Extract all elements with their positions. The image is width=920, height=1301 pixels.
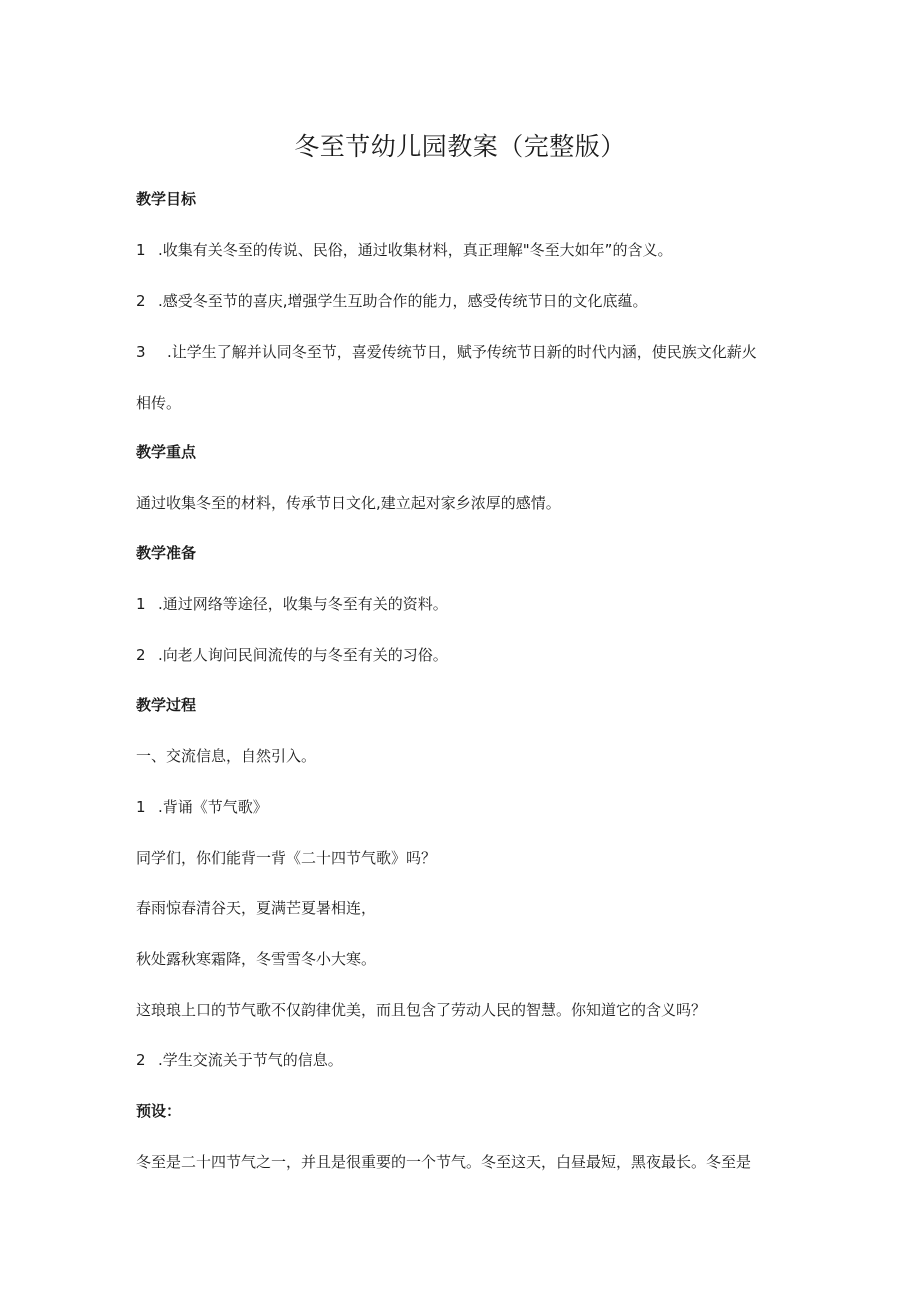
- goal-item-3-number: 3: [136, 343, 146, 361]
- heading-preparation: 教学准备: [136, 544, 197, 562]
- process-step-2-text: .学生交流关于节气的信息。: [158, 1051, 343, 1069]
- heading-teaching-goals: 教学目标: [136, 190, 197, 208]
- heading-teaching-process: 教学过程: [136, 696, 197, 714]
- goal-item-1-number: 1: [136, 241, 146, 259]
- goal-item-2-text: .感受冬至节的喜庆,增强学生互助合作的能力，感受传统节日的文化底蕴。: [158, 292, 648, 310]
- process-step-1-number: 1: [136, 798, 146, 816]
- process-part-1: 一、交流信息，自然引入。: [136, 747, 317, 765]
- goal-item-3-continuation: 相传。: [136, 394, 182, 412]
- process-step-1: [136, 797, 268, 817]
- goal-item-3: [136, 342, 757, 362]
- document-title: 冬至节幼儿园教案（完整版）: [294, 132, 626, 161]
- goal-item-2-number: 2: [136, 292, 146, 310]
- preset-text: 冬至是二十四节气之一，并且是很重要的一个节气。冬至这天，白昼最短，黑夜最长。冬至是: [136, 1153, 752, 1171]
- process-step-2: [136, 1050, 343, 1070]
- process-step-1-text: .背诵《节气歌》: [158, 798, 268, 816]
- prep-item-1: [136, 594, 448, 614]
- goal-item-3-text: .让学生了解并认同冬至节，喜爱传统节日，赋予传统节日新的时代内涵，使民族文化薪火: [167, 343, 757, 361]
- prep-item-2: [136, 645, 448, 665]
- preset-heading: 预设：: [136, 1102, 182, 1120]
- goal-item-1: [136, 240, 672, 260]
- key-points-text: 通过收集冬至的材料，传承节日文化,建立起对家乡浓厚的感情。: [136, 494, 561, 512]
- process-comment: 这琅琅上口的节气歌不仅韵律优美，而且包含了劳动人民的智慧。你知道它的含义吗？: [136, 1001, 707, 1019]
- poem-line-2: 秋处露秋寒霜降，冬雪雪冬小大寒。: [136, 950, 377, 968]
- heading-key-points: 教学重点: [136, 443, 197, 461]
- prep-item-2-text: .向老人询问民间流传的与冬至有关的习俗。: [158, 646, 448, 664]
- process-question: 同学们，你们能背一背《二十四节气歌》吗？: [136, 849, 437, 867]
- goal-item-2: [136, 291, 648, 311]
- prep-item-1-text: .通过网络等途径，收集与冬至有关的资料。: [158, 595, 448, 613]
- goal-item-1-text: .收集有关冬至的传说、民俗，通过收集材料，真正理解"冬至大如年”的含义。: [158, 241, 673, 259]
- poem-line-1: 春雨惊春清谷天，夏满芒夏暑相连，: [136, 899, 377, 917]
- process-step-2-number: 2: [136, 1051, 146, 1069]
- prep-item-2-number: 2: [136, 646, 146, 664]
- prep-item-1-number: 1: [136, 595, 146, 613]
